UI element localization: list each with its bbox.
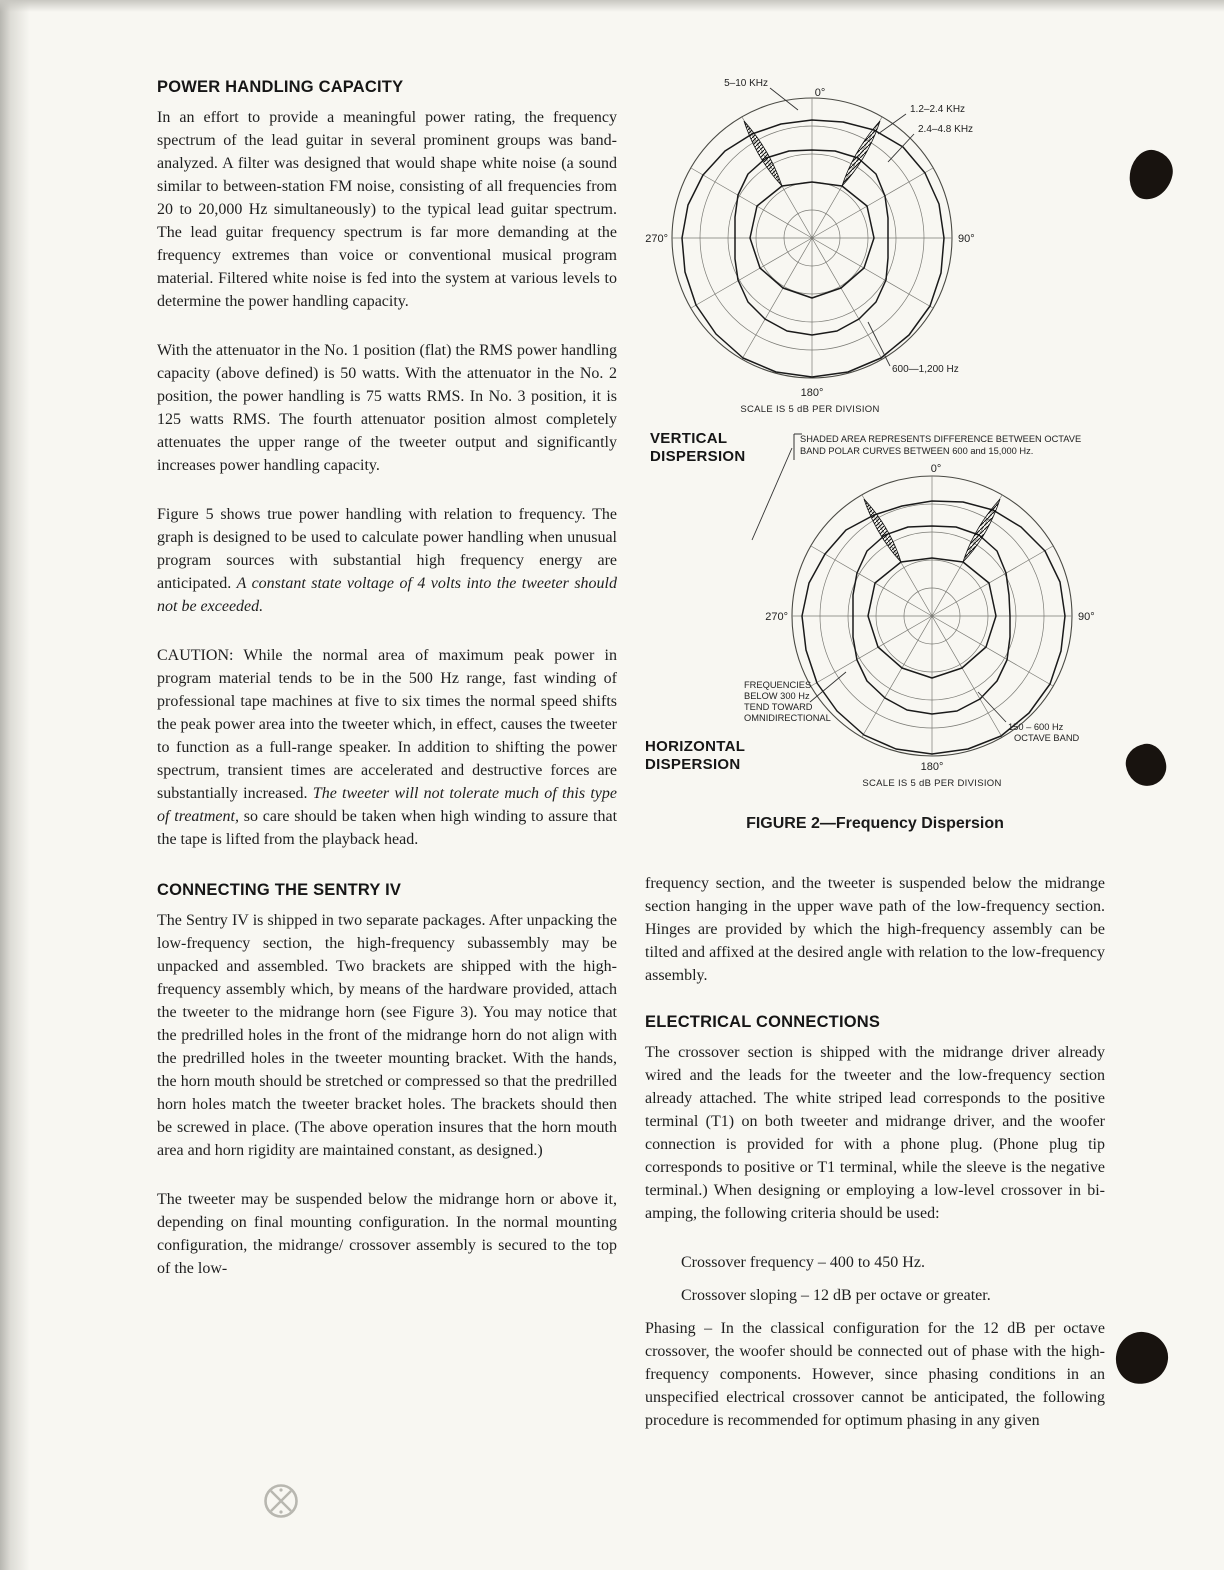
freq-note-line4: OMNIDIRECTIONAL	[744, 713, 831, 723]
paragraph: Phasing – In the classical configuration for the 12 dB per octave crossover, the woofer should be connected out of phase with the high-frequency components. However, since phasing conditions in an unspecified electrical crossover cannot be anticipated, the following procedure is recommended for optimum phasing in any given	[645, 1320, 1105, 1429]
polar-curves	[802, 501, 1065, 754]
band-label-2-4-4-8khz: 2.4–4.8 KHz	[918, 124, 974, 135]
left-column	[157, 78, 617, 1280]
angle-label-0deg: 0°	[930, 463, 942, 475]
paragraph: With the attenuator in the No. 1 position (flat) the RMS power handling capacity (above defined) is 50 watts. With the attenuator in the No. 2 position, the power handling is 75 watts RMS. In No. 3 position, it is 125 watts RMS. The fourth attenuator position almost completely attenuates the upper range of the tweeter output and significantly increases power handling capacity.	[157, 342, 617, 474]
paragraph	[157, 503, 617, 618]
section-heading-power-handling: POWER HANDLING CAPACITY	[157, 78, 404, 96]
band-label-1-2-2-4khz: 1.2–2.4 KHz	[910, 104, 966, 115]
paragraph-text: Figure 5 shows true power handling with relation to frequency. The graph is designed to be used to calculate power handling when unusual program sources with substantial high frequency energy are anticipated.	[157, 506, 617, 592]
list-item-crossover-sloping: Crossover sloping – 12 dB per octave or greater.	[681, 1287, 991, 1304]
section-heading-electrical: ELECTRICAL CONNECTIONS	[645, 1013, 881, 1031]
scan-edge-shading-left	[0, 0, 30, 1570]
paragraph: The crossover section is shipped with the midrange driver already wired and the leads for the tweeter and the low-frequency section already attached. The white striped lead corresponds to the positive terminal (T1) on both tweeter and midrange driver, and the woofer connection is provided for with a phone plug. (Phone plug tip corresponds to positive or T1 terminal, while the sleeve is the negative terminal.) When designing or employing a low-level crossover in bi-amping, the following criteria should be used:	[645, 1044, 1105, 1222]
polar-plot-vertical-dispersion	[645, 78, 974, 415]
polar-grid	[672, 98, 952, 378]
angle-label-90deg: 90°	[1078, 611, 1095, 623]
freq-note-line2: BELOW 300 Hz	[744, 691, 810, 701]
paragraph-caution	[157, 644, 617, 851]
ink-blot-artifact	[1125, 146, 1176, 204]
octave-band-label-line2: OCTAVE BAND	[1014, 733, 1080, 743]
octave-band-label-line1: 150 – 600 Hz	[1008, 722, 1064, 732]
vertical-dispersion-line1: VERTICAL	[650, 430, 728, 447]
horizontal-dispersion-line2: DISPERSION	[645, 756, 741, 773]
polar-curve-mid-band	[853, 526, 1010, 714]
shaded-note-line2: BAND POLAR CURVES BETWEEN 600 and 15,000 Hz.	[800, 446, 1034, 456]
angle-label-270deg: 270°	[765, 611, 788, 623]
paragraph: The tweeter may be suspended below the midrange horn or above it, depending on final mounting configuration. In the normal mounting configuration, the midrange/ crossover assembly is secured to the top of the low-	[157, 1191, 617, 1277]
band-label-5-10khz: 5–10 KHz	[724, 78, 768, 89]
band-label-600-1200hz: 600—1,200 Hz	[892, 364, 959, 375]
angle-label-270deg: 270°	[645, 233, 668, 245]
leader-lines	[770, 88, 914, 366]
right-column	[645, 872, 1105, 1432]
angle-label-0deg: 0°	[814, 87, 826, 99]
paragraph: frequency section, and the tweeter is suspended below the midrange section hanging in the upper wave path of the low-frequency section. Hinges are provided by which the high-frequency assembly can be tilted and affixed at the desired angle with relation to the low-frequency assembly.	[645, 875, 1105, 984]
vertical-dispersion-label	[650, 430, 746, 466]
figure-caption: FIGURE 2—Frequency Dispersion	[746, 815, 1004, 832]
polar-curves	[682, 120, 944, 377]
ink-blot-artifact	[1114, 1330, 1170, 1386]
shaded-area-note	[752, 434, 1081, 540]
angle-label-180deg: 180°	[920, 761, 944, 773]
paragraph-emphasis: The tweeter will not tolerate much of this type of treatment,	[157, 785, 617, 825]
freq-note-line3: TEND TOWARD	[744, 702, 813, 712]
paragraph-text: so care should be taken when high winding to assure that the tape is lifted from the playback head.	[157, 808, 618, 848]
polar-curve-150-600hz	[802, 501, 1065, 754]
paragraph-text: CAUTION: While the normal area of maximum peak power in program material tends to be in the 500 Hz range, fast winding of professional tape machines at five to six times the normal speed shifts the peak power area into the tweeter which, in effect, causes the tweeter to function as a full-range speaker. In addition to shifting the power spectrum, transient times are accelerated and destructive forces are substantially increased.	[157, 647, 617, 802]
angle-label-180deg: 180°	[800, 387, 824, 399]
vertical-dispersion-line2: DISPERSION	[650, 448, 746, 465]
page-logo-mark	[262, 1482, 300, 1520]
paragraph-emphasis: A constant state voltage of 4 volts into the tweeter should not be exceeded.	[157, 575, 617, 615]
paragraph: The Sentry IV is shipped in two separate packages. After unpacking the low-frequency section, the high-frequency subassembly may be unpacked and assembled. Two brackets are shipped with the high-frequency assembly which, by means of the hardware provided, attach the tweeter to the midrange horn (see Figure 3). You may notice that the predrilled holes in the front of the midrange horn do not align with the predrilled holes in the tweeter mounting bracket. With the hands, the horn mouth should be stretched or compressed so that the predrilled horn holes match the tweeter bracket holes. The brackets should then be screwed in place. (The above operation insures that the horn mouth area and horn rigidity are maintained constant, as designed.)	[157, 912, 617, 1159]
ink-blot-artifact	[1123, 741, 1168, 788]
polar-curve-600-1200hz	[682, 120, 944, 377]
horizontal-dispersion-line1: HORIZONTAL	[645, 738, 746, 755]
scale-note-bottom: SCALE IS 5 dB PER DIVISION	[862, 778, 1002, 789]
scale-note-top: SCALE IS 5 dB PER DIVISION	[740, 404, 880, 415]
list-item-crossover-frequency: Crossover frequency – 400 to 450 Hz.	[681, 1254, 925, 1271]
scan-edge-shading-top	[0, 0, 1224, 12]
polar-plot-horizontal-dispersion	[744, 463, 1095, 789]
angle-label-90deg: 90°	[958, 233, 975, 245]
freq-note-line1: FREQUENCIES	[744, 680, 812, 690]
paragraph: In an effort to provide a meaningful power rating, the frequency spectrum of the lead guitar in several prominent groups was band-analyzed. A filter was designed that would shape white noise (a sound similar to between-station FM noise, consisting of all frequencies from 20 to 20,000 Hz simultaneously) to the typical lead guitar spectrum. The lead guitar frequency spectrum is far more demanding at the frequency extremes than voice or conventional musical program material. Filtered white noise is fed into the system at various levels to determine the power handling capacity.	[157, 109, 617, 310]
section-heading-connecting: CONNECTING THE SENTRY IV	[157, 881, 402, 899]
horizontal-dispersion-label	[645, 738, 745, 774]
shaded-note-line1: SHADED AREA REPRESENTS DIFFERENCE BETWEEN OCTAVE	[800, 434, 1082, 444]
polar-curve-mid-band	[735, 150, 888, 335]
